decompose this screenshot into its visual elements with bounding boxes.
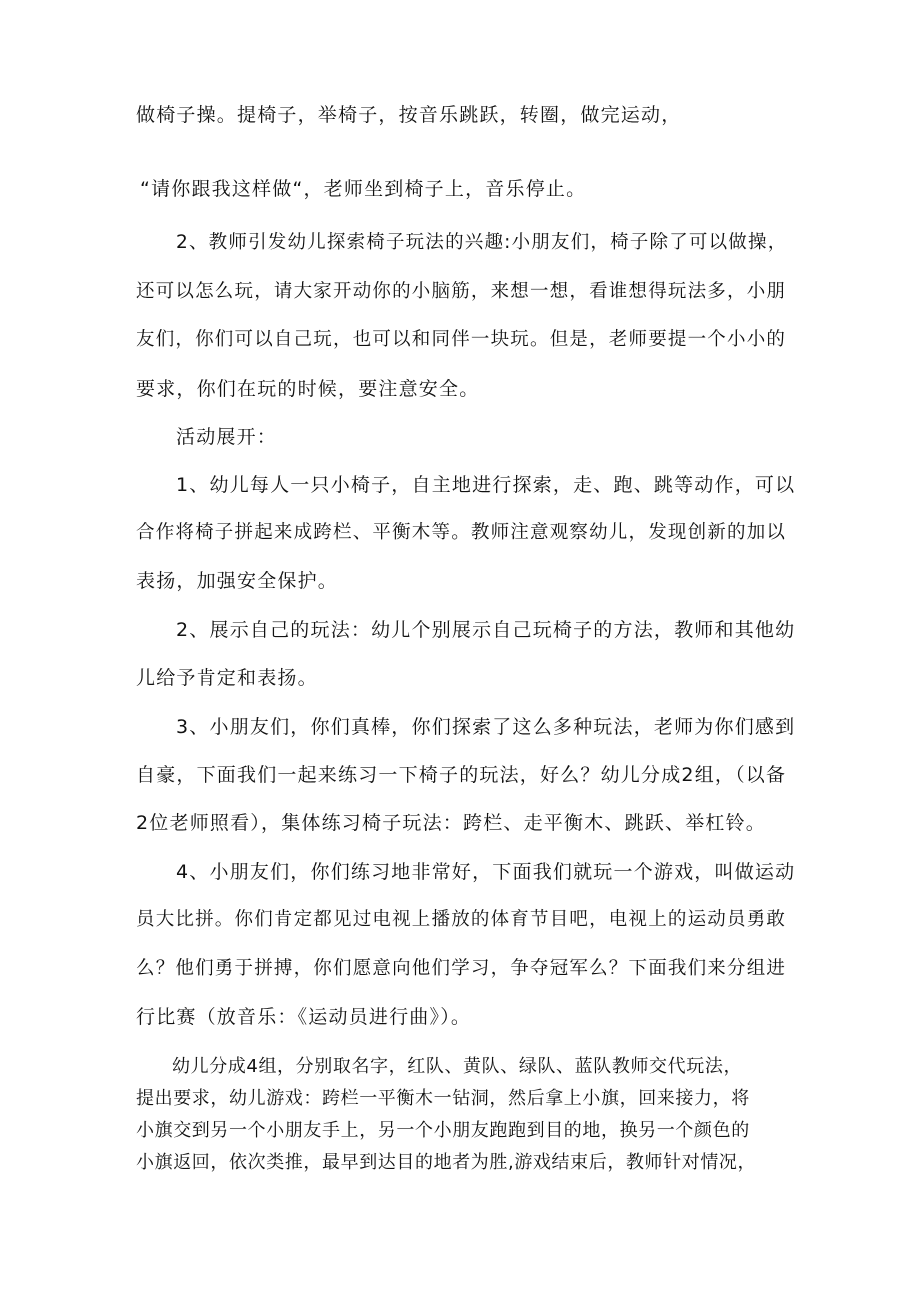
text-line: 表扬，加强安全保护。: [136, 570, 339, 592]
paragraph-first-line: 3、小朋友们，你们真棒，你们探索了这么多种玩法，老师为你们感到: [176, 716, 796, 738]
paragraph-first-line: 4、小朋友们，你们练习地非常好，下面我们就玩一个游戏，叫做运动: [176, 861, 796, 883]
text-line: 行比赛（放音乐：《运动员进行曲》）。: [136, 1006, 472, 1028]
section-heading: 活动展开：: [176, 426, 278, 448]
text-line: 提出要求，幼儿游戏：跨栏一平衡木一钻洞，然后拿上小旗，回来接力，将: [136, 1088, 750, 1109]
text-line: 自豪，下面我们一起来练习一下椅子的玩法，好么？幼儿分成2组，（以备: [136, 764, 787, 786]
text-line: 还可以怎么玩，请大家开动你的小脑筋，来想一想，看谁想得玩法多，小朋: [136, 281, 787, 302]
text-line: 做椅子操。提椅子，举椅子，按音乐跳跃，转圈，做完运动，: [136, 104, 682, 126]
text-line: 2位老师照看），集体练习椅子玩法：跨栏、走平衡木、跳跃、举杠铃。: [136, 812, 766, 834]
paragraph-first-line: 2、展示自己的玩法：幼儿个别展示自己玩椅子的方法，教师和其他幼: [176, 619, 796, 641]
text-line: 小旗返回，依次类推，最早到达目的地者为胜,游戏结束后，教师针对情况，: [136, 1152, 757, 1173]
text-line: “请你跟我这样做“，老师坐到椅子上，音乐停止。: [140, 178, 587, 200]
text-line: 小旗交到另一个小朋友手上，另一个小朋友跑跑到目的地，换另一个颜色的: [136, 1120, 750, 1141]
text-line: 合作将椅子拼起来成跨栏、平衡木等。教师注意观察幼儿，发现创新的加以: [136, 522, 787, 543]
text-line: 儿给予肯定和表扬。: [136, 667, 318, 689]
paragraph-first-line: 1、幼儿每人一只小椅子，自主地进行探索，走、跑、跳等动作，可以: [176, 474, 796, 496]
text-line: 要求，你们在玩的时候，要注意安全。: [136, 378, 480, 400]
text-line: 友们，你们可以自己玩，也可以和同伴一块玩。但是，老师要提一个小小的: [136, 329, 787, 350]
paragraph-first-line: 幼儿分成4组，分别取名字，红队、黄队、绿队、蓝队教师交代玩法，: [172, 1056, 743, 1077]
paragraph-first-line: 2、教师引发幼儿探索椅子玩法的兴趣:小朋友们，椅子除了可以做操，: [176, 232, 788, 253]
text-line: 么？他们勇于拼搏，你们愿意向他们学习，争夺冠军么？下面我们来分组进: [136, 958, 787, 979]
text-line: 员大比拼。你们肯定都见过电视上播放的体育节目吧，电视上的运动员勇敢: [136, 909, 787, 930]
